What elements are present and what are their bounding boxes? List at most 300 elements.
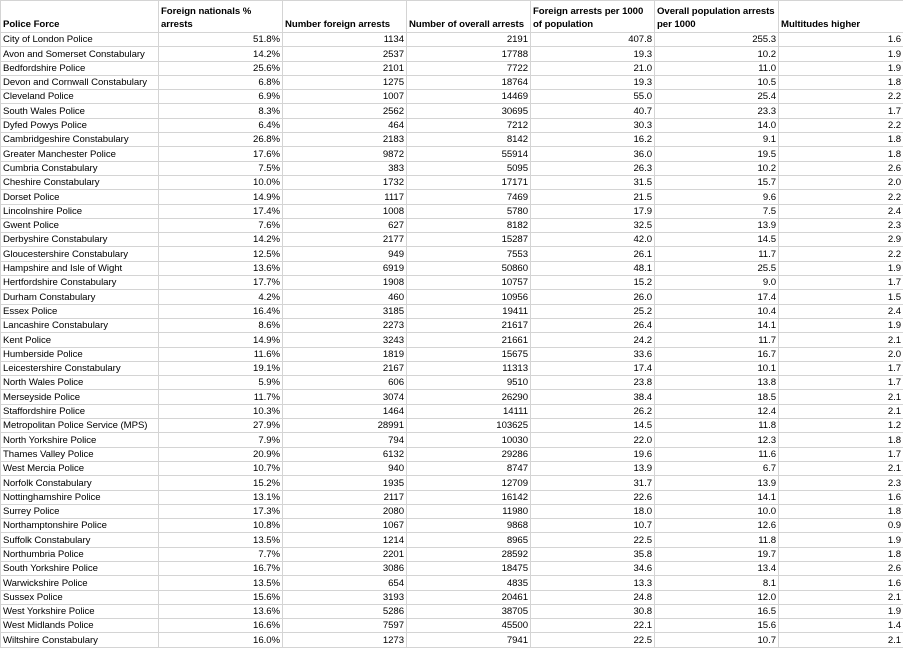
overall-per-1000-cell[interactable]: 19.5 <box>655 147 779 161</box>
overall-per-1000-cell[interactable]: 16.5 <box>655 604 779 618</box>
foreign-pct-cell[interactable]: 17.6% <box>159 147 283 161</box>
foreign-pct-cell[interactable]: 13.6% <box>159 261 283 275</box>
foreign-per-1000-cell[interactable]: 14.5 <box>531 419 655 433</box>
foreign-per-1000-cell[interactable]: 31.5 <box>531 175 655 189</box>
police-force-cell[interactable]: Northumbria Police <box>1 547 159 561</box>
multitudes-higher-cell[interactable]: 2.2 <box>779 190 903 204</box>
overall-per-1000-cell[interactable]: 14.5 <box>655 233 779 247</box>
foreign-arrests-cell[interactable]: 1117 <box>283 190 407 204</box>
overall-arrests-cell[interactable]: 11980 <box>407 504 531 518</box>
overall-per-1000-cell[interactable]: 13.8 <box>655 376 779 390</box>
foreign-per-1000-cell[interactable]: 30.8 <box>531 604 655 618</box>
foreign-arrests-cell[interactable]: 460 <box>283 290 407 304</box>
overall-arrests-cell[interactable]: 9868 <box>407 519 531 533</box>
overall-per-1000-cell[interactable]: 11.8 <box>655 533 779 547</box>
foreign-pct-cell[interactable]: 25.6% <box>159 61 283 75</box>
foreign-per-1000-cell[interactable]: 21.5 <box>531 190 655 204</box>
foreign-per-1000-cell[interactable]: 19.6 <box>531 447 655 461</box>
police-force-cell[interactable]: Cumbria Constabulary <box>1 161 159 175</box>
foreign-pct-cell[interactable]: 16.7% <box>159 561 283 575</box>
foreign-pct-cell[interactable]: 5.9% <box>159 376 283 390</box>
foreign-pct-cell[interactable]: 10.8% <box>159 519 283 533</box>
multitudes-higher-cell[interactable]: 2.1 <box>779 404 903 418</box>
foreign-arrests-cell[interactable]: 606 <box>283 376 407 390</box>
foreign-pct-cell[interactable]: 17.7% <box>159 276 283 290</box>
multitudes-higher-cell[interactable]: 1.9 <box>779 604 903 618</box>
overall-arrests-cell[interactable]: 8965 <box>407 533 531 547</box>
foreign-arrests-cell[interactable]: 6132 <box>283 447 407 461</box>
multitudes-higher-cell[interactable]: 1.9 <box>779 318 903 332</box>
foreign-arrests-cell[interactable]: 2562 <box>283 104 407 118</box>
foreign-per-1000-cell[interactable]: 22.6 <box>531 490 655 504</box>
foreign-pct-cell[interactable]: 15.6% <box>159 590 283 604</box>
foreign-per-1000-cell[interactable]: 40.7 <box>531 104 655 118</box>
overall-per-1000-cell[interactable]: 12.6 <box>655 519 779 533</box>
foreign-per-1000-cell[interactable]: 55.0 <box>531 90 655 104</box>
foreign-pct-cell[interactable]: 7.7% <box>159 547 283 561</box>
foreign-per-1000-cell[interactable]: 22.5 <box>531 533 655 547</box>
multitudes-higher-cell[interactable]: 2.1 <box>779 590 903 604</box>
overall-arrests-cell[interactable]: 19411 <box>407 304 531 318</box>
overall-per-1000-cell[interactable]: 17.4 <box>655 290 779 304</box>
overall-arrests-cell[interactable]: 10956 <box>407 290 531 304</box>
foreign-pct-cell[interactable]: 13.6% <box>159 604 283 618</box>
foreign-pct-cell[interactable]: 6.8% <box>159 75 283 89</box>
foreign-pct-cell[interactable]: 13.1% <box>159 490 283 504</box>
overall-per-1000-cell[interactable]: 11.0 <box>655 61 779 75</box>
foreign-arrests-cell[interactable]: 3243 <box>283 333 407 347</box>
overall-per-1000-cell[interactable]: 14.1 <box>655 490 779 504</box>
overall-per-1000-cell[interactable]: 14.0 <box>655 118 779 132</box>
overall-arrests-cell[interactable]: 15675 <box>407 347 531 361</box>
police-force-cell[interactable]: Nottinghamshire Police <box>1 490 159 504</box>
multitudes-higher-cell[interactable]: 2.4 <box>779 304 903 318</box>
police-force-cell[interactable]: Derbyshire Constabulary <box>1 233 159 247</box>
overall-per-1000-cell[interactable]: 13.4 <box>655 561 779 575</box>
multitudes-higher-cell[interactable]: 1.6 <box>779 33 903 47</box>
overall-arrests-cell[interactable]: 10757 <box>407 276 531 290</box>
multitudes-higher-cell[interactable]: 1.2 <box>779 419 903 433</box>
multitudes-higher-cell[interactable]: 1.7 <box>779 276 903 290</box>
foreign-pct-cell[interactable]: 10.0% <box>159 175 283 189</box>
foreign-per-1000-cell[interactable]: 17.4 <box>531 361 655 375</box>
police-force-cell[interactable]: Sussex Police <box>1 590 159 604</box>
foreign-arrests-cell[interactable]: 794 <box>283 433 407 447</box>
header-multitudes-higher[interactable]: Multitudes higher <box>779 1 903 33</box>
foreign-per-1000-cell[interactable]: 26.1 <box>531 247 655 261</box>
foreign-arrests-cell[interactable]: 3074 <box>283 390 407 404</box>
foreign-arrests-cell[interactable]: 1275 <box>283 75 407 89</box>
police-force-cell[interactable]: Kent Police <box>1 333 159 347</box>
foreign-per-1000-cell[interactable]: 24.2 <box>531 333 655 347</box>
overall-per-1000-cell[interactable]: 255.3 <box>655 33 779 47</box>
police-force-cell[interactable]: Greater Manchester Police <box>1 147 159 161</box>
police-force-cell[interactable]: Dorset Police <box>1 190 159 204</box>
overall-arrests-cell[interactable]: 103625 <box>407 419 531 433</box>
overall-arrests-cell[interactable]: 55914 <box>407 147 531 161</box>
multitudes-higher-cell[interactable]: 1.7 <box>779 376 903 390</box>
foreign-per-1000-cell[interactable]: 15.2 <box>531 276 655 290</box>
foreign-arrests-cell[interactable]: 1008 <box>283 204 407 218</box>
foreign-pct-cell[interactable]: 7.5% <box>159 161 283 175</box>
multitudes-higher-cell[interactable]: 1.8 <box>779 75 903 89</box>
foreign-pct-cell[interactable]: 17.3% <box>159 504 283 518</box>
multitudes-higher-cell[interactable]: 0.9 <box>779 519 903 533</box>
overall-per-1000-cell[interactable]: 10.7 <box>655 633 779 647</box>
foreign-arrests-cell[interactable]: 949 <box>283 247 407 261</box>
foreign-per-1000-cell[interactable]: 16.2 <box>531 133 655 147</box>
police-force-cell[interactable]: Metropolitan Police Service (MPS) <box>1 419 159 433</box>
overall-arrests-cell[interactable]: 17788 <box>407 47 531 61</box>
foreign-pct-cell[interactable]: 11.6% <box>159 347 283 361</box>
police-force-cell[interactable]: Warwickshire Police <box>1 576 159 590</box>
foreign-per-1000-cell[interactable]: 19.3 <box>531 47 655 61</box>
overall-arrests-cell[interactable]: 8142 <box>407 133 531 147</box>
foreign-per-1000-cell[interactable]: 18.0 <box>531 504 655 518</box>
multitudes-higher-cell[interactable]: 1.7 <box>779 447 903 461</box>
overall-per-1000-cell[interactable]: 25.4 <box>655 90 779 104</box>
police-force-cell[interactable]: Hertfordshire Constabulary <box>1 276 159 290</box>
police-force-cell[interactable]: West Midlands Police <box>1 619 159 633</box>
foreign-arrests-cell[interactable]: 1908 <box>283 276 407 290</box>
header-overall-per-1000[interactable]: Overall population arrests per 1000 <box>655 1 779 33</box>
header-foreign-arrests[interactable]: Number foreign arrests <box>283 1 407 33</box>
overall-per-1000-cell[interactable]: 15.6 <box>655 619 779 633</box>
foreign-per-1000-cell[interactable]: 26.3 <box>531 161 655 175</box>
foreign-pct-cell[interactable]: 19.1% <box>159 361 283 375</box>
police-force-cell[interactable]: South Wales Police <box>1 104 159 118</box>
police-force-cell[interactable]: Cheshire Constabulary <box>1 175 159 189</box>
overall-arrests-cell[interactable]: 5780 <box>407 204 531 218</box>
foreign-per-1000-cell[interactable]: 31.7 <box>531 476 655 490</box>
police-force-cell[interactable]: West Yorkshire Police <box>1 604 159 618</box>
multitudes-higher-cell[interactable]: 1.9 <box>779 47 903 61</box>
multitudes-higher-cell[interactable]: 2.4 <box>779 204 903 218</box>
police-force-cell[interactable]: Durham Constabulary <box>1 290 159 304</box>
foreign-arrests-cell[interactable]: 1732 <box>283 175 407 189</box>
police-force-cell[interactable]: Gloucestershire Constabulary <box>1 247 159 261</box>
foreign-arrests-cell[interactable]: 1214 <box>283 533 407 547</box>
foreign-pct-cell[interactable]: 6.9% <box>159 90 283 104</box>
foreign-pct-cell[interactable]: 4.2% <box>159 290 283 304</box>
overall-arrests-cell[interactable]: 14111 <box>407 404 531 418</box>
overall-arrests-cell[interactable]: 26290 <box>407 390 531 404</box>
overall-per-1000-cell[interactable]: 14.1 <box>655 318 779 332</box>
foreign-arrests-cell[interactable]: 2101 <box>283 61 407 75</box>
overall-per-1000-cell[interactable]: 10.1 <box>655 361 779 375</box>
foreign-per-1000-cell[interactable]: 13.9 <box>531 461 655 475</box>
overall-arrests-cell[interactable]: 50860 <box>407 261 531 275</box>
overall-arrests-cell[interactable]: 16142 <box>407 490 531 504</box>
police-force-cell[interactable]: Dyfed Powys Police <box>1 118 159 132</box>
foreign-arrests-cell[interactable]: 654 <box>283 576 407 590</box>
overall-per-1000-cell[interactable]: 18.5 <box>655 390 779 404</box>
foreign-per-1000-cell[interactable]: 38.4 <box>531 390 655 404</box>
foreign-arrests-cell[interactable]: 1067 <box>283 519 407 533</box>
overall-arrests-cell[interactable]: 5095 <box>407 161 531 175</box>
overall-arrests-cell[interactable]: 28592 <box>407 547 531 561</box>
foreign-arrests-cell[interactable]: 5286 <box>283 604 407 618</box>
multitudes-higher-cell[interactable]: 1.8 <box>779 147 903 161</box>
police-force-cell[interactable]: Norfolk Constabulary <box>1 476 159 490</box>
multitudes-higher-cell[interactable]: 1.8 <box>779 504 903 518</box>
foreign-arrests-cell[interactable]: 464 <box>283 118 407 132</box>
foreign-pct-cell[interactable]: 17.4% <box>159 204 283 218</box>
foreign-arrests-cell[interactable]: 3193 <box>283 590 407 604</box>
overall-arrests-cell[interactable]: 4835 <box>407 576 531 590</box>
foreign-arrests-cell[interactable]: 1273 <box>283 633 407 647</box>
police-force-cell[interactable]: Gwent Police <box>1 218 159 232</box>
police-force-cell[interactable]: Staffordshire Police <box>1 404 159 418</box>
foreign-pct-cell[interactable]: 6.4% <box>159 118 283 132</box>
foreign-per-1000-cell[interactable]: 42.0 <box>531 233 655 247</box>
foreign-arrests-cell[interactable]: 9872 <box>283 147 407 161</box>
foreign-arrests-cell[interactable]: 1134 <box>283 33 407 47</box>
overall-per-1000-cell[interactable]: 13.9 <box>655 476 779 490</box>
police-force-cell[interactable]: Cambridgeshire Constabulary <box>1 133 159 147</box>
foreign-per-1000-cell[interactable]: 34.6 <box>531 561 655 575</box>
foreign-per-1000-cell[interactable]: 21.0 <box>531 61 655 75</box>
multitudes-higher-cell[interactable]: 2.2 <box>779 247 903 261</box>
foreign-pct-cell[interactable]: 13.5% <box>159 576 283 590</box>
foreign-pct-cell[interactable]: 14.9% <box>159 333 283 347</box>
foreign-per-1000-cell[interactable]: 32.5 <box>531 218 655 232</box>
foreign-pct-cell[interactable]: 8.3% <box>159 104 283 118</box>
overall-arrests-cell[interactable]: 7941 <box>407 633 531 647</box>
multitudes-higher-cell[interactable]: 1.7 <box>779 104 903 118</box>
foreign-arrests-cell[interactable]: 627 <box>283 218 407 232</box>
overall-per-1000-cell[interactable]: 15.7 <box>655 175 779 189</box>
overall-arrests-cell[interactable]: 21661 <box>407 333 531 347</box>
overall-arrests-cell[interactable]: 7469 <box>407 190 531 204</box>
foreign-arrests-cell[interactable]: 3185 <box>283 304 407 318</box>
multitudes-higher-cell[interactable]: 2.3 <box>779 218 903 232</box>
overall-per-1000-cell[interactable]: 10.2 <box>655 161 779 175</box>
foreign-per-1000-cell[interactable]: 26.0 <box>531 290 655 304</box>
police-force-cell[interactable]: Thames Valley Police <box>1 447 159 461</box>
foreign-per-1000-cell[interactable]: 35.8 <box>531 547 655 561</box>
foreign-pct-cell[interactable]: 8.6% <box>159 318 283 332</box>
foreign-arrests-cell[interactable]: 940 <box>283 461 407 475</box>
multitudes-higher-cell[interactable]: 2.6 <box>779 161 903 175</box>
overall-arrests-cell[interactable]: 20461 <box>407 590 531 604</box>
foreign-arrests-cell[interactable]: 1464 <box>283 404 407 418</box>
overall-per-1000-cell[interactable]: 16.7 <box>655 347 779 361</box>
multitudes-higher-cell[interactable]: 2.0 <box>779 347 903 361</box>
police-force-cell[interactable]: Northamptonshire Police <box>1 519 159 533</box>
foreign-per-1000-cell[interactable]: 25.2 <box>531 304 655 318</box>
foreign-per-1000-cell[interactable]: 17.9 <box>531 204 655 218</box>
overall-per-1000-cell[interactable]: 9.0 <box>655 276 779 290</box>
foreign-pct-cell[interactable]: 14.9% <box>159 190 283 204</box>
foreign-per-1000-cell[interactable]: 48.1 <box>531 261 655 275</box>
multitudes-higher-cell[interactable]: 1.8 <box>779 547 903 561</box>
foreign-pct-cell[interactable]: 13.5% <box>159 533 283 547</box>
foreign-arrests-cell[interactable]: 1935 <box>283 476 407 490</box>
overall-arrests-cell[interactable]: 10030 <box>407 433 531 447</box>
foreign-per-1000-cell[interactable]: 22.0 <box>531 433 655 447</box>
foreign-pct-cell[interactable]: 10.7% <box>159 461 283 475</box>
foreign-per-1000-cell[interactable]: 26.4 <box>531 318 655 332</box>
police-force-cell[interactable]: Devon and Cornwall Constabulary <box>1 75 159 89</box>
overall-arrests-cell[interactable]: 12709 <box>407 476 531 490</box>
foreign-arrests-cell[interactable]: 2201 <box>283 547 407 561</box>
overall-arrests-cell[interactable]: 29286 <box>407 447 531 461</box>
foreign-pct-cell[interactable]: 12.5% <box>159 247 283 261</box>
police-force-cell[interactable]: Lancashire Constabulary <box>1 318 159 332</box>
police-force-cell[interactable]: Wiltshire Constabulary <box>1 633 159 647</box>
foreign-pct-cell[interactable]: 51.8% <box>159 33 283 47</box>
overall-arrests-cell[interactable]: 7553 <box>407 247 531 261</box>
overall-per-1000-cell[interactable]: 12.4 <box>655 404 779 418</box>
foreign-arrests-cell[interactable]: 6919 <box>283 261 407 275</box>
police-force-cell[interactable]: City of London Police <box>1 33 159 47</box>
overall-per-1000-cell[interactable]: 19.7 <box>655 547 779 561</box>
foreign-arrests-cell[interactable]: 2183 <box>283 133 407 147</box>
police-force-cell[interactable]: Leicestershire Constabulary <box>1 361 159 375</box>
foreign-pct-cell[interactable]: 11.7% <box>159 390 283 404</box>
foreign-pct-cell[interactable]: 7.6% <box>159 218 283 232</box>
overall-arrests-cell[interactable]: 7212 <box>407 118 531 132</box>
overall-arrests-cell[interactable]: 7722 <box>407 61 531 75</box>
overall-per-1000-cell[interactable]: 13.9 <box>655 218 779 232</box>
overall-per-1000-cell[interactable]: 25.5 <box>655 261 779 275</box>
overall-per-1000-cell[interactable]: 9.6 <box>655 190 779 204</box>
multitudes-higher-cell[interactable]: 2.2 <box>779 90 903 104</box>
overall-per-1000-cell[interactable]: 11.7 <box>655 333 779 347</box>
overall-per-1000-cell[interactable]: 10.2 <box>655 47 779 61</box>
police-force-cell[interactable]: North Wales Police <box>1 376 159 390</box>
multitudes-higher-cell[interactable]: 2.3 <box>779 476 903 490</box>
police-force-cell[interactable]: Suffolk Constabulary <box>1 533 159 547</box>
overall-per-1000-cell[interactable]: 23.3 <box>655 104 779 118</box>
multitudes-higher-cell[interactable]: 1.9 <box>779 533 903 547</box>
multitudes-higher-cell[interactable]: 1.8 <box>779 433 903 447</box>
overall-per-1000-cell[interactable]: 10.0 <box>655 504 779 518</box>
multitudes-higher-cell[interactable]: 2.9 <box>779 233 903 247</box>
foreign-per-1000-cell[interactable]: 30.3 <box>531 118 655 132</box>
police-force-cell[interactable]: Surrey Police <box>1 504 159 518</box>
foreign-per-1000-cell[interactable]: 19.3 <box>531 75 655 89</box>
header-foreign-per-1000[interactable]: Foreign arrests per 1000 of population <box>531 1 655 33</box>
multitudes-higher-cell[interactable]: 2.1 <box>779 390 903 404</box>
multitudes-higher-cell[interactable]: 2.1 <box>779 333 903 347</box>
foreign-arrests-cell[interactable]: 1819 <box>283 347 407 361</box>
multitudes-higher-cell[interactable]: 2.0 <box>779 175 903 189</box>
overall-per-1000-cell[interactable]: 12.3 <box>655 433 779 447</box>
foreign-per-1000-cell[interactable]: 33.6 <box>531 347 655 361</box>
multitudes-higher-cell[interactable]: 2.1 <box>779 461 903 475</box>
foreign-arrests-cell[interactable]: 2273 <box>283 318 407 332</box>
foreign-per-1000-cell[interactable]: 13.3 <box>531 576 655 590</box>
multitudes-higher-cell[interactable]: 1.4 <box>779 619 903 633</box>
police-force-cell[interactable]: Cleveland Police <box>1 90 159 104</box>
overall-arrests-cell[interactable]: 2191 <box>407 33 531 47</box>
foreign-pct-cell[interactable]: 16.6% <box>159 619 283 633</box>
multitudes-higher-cell[interactable]: 1.8 <box>779 133 903 147</box>
overall-arrests-cell[interactable]: 8747 <box>407 461 531 475</box>
multitudes-higher-cell[interactable]: 1.9 <box>779 261 903 275</box>
multitudes-higher-cell[interactable]: 1.6 <box>779 576 903 590</box>
overall-arrests-cell[interactable]: 18764 <box>407 75 531 89</box>
foreign-per-1000-cell[interactable]: 24.8 <box>531 590 655 604</box>
overall-per-1000-cell[interactable]: 8.1 <box>655 576 779 590</box>
foreign-pct-cell[interactable]: 14.2% <box>159 233 283 247</box>
overall-per-1000-cell[interactable]: 10.5 <box>655 75 779 89</box>
overall-arrests-cell[interactable]: 15287 <box>407 233 531 247</box>
foreign-arrests-cell[interactable]: 383 <box>283 161 407 175</box>
overall-arrests-cell[interactable]: 11313 <box>407 361 531 375</box>
overall-per-1000-cell[interactable]: 11.7 <box>655 247 779 261</box>
foreign-per-1000-cell[interactable]: 36.0 <box>531 147 655 161</box>
police-force-cell[interactable]: West Mercia Police <box>1 461 159 475</box>
foreign-per-1000-cell[interactable]: 26.2 <box>531 404 655 418</box>
foreign-arrests-cell[interactable]: 2537 <box>283 47 407 61</box>
foreign-pct-cell[interactable]: 26.8% <box>159 133 283 147</box>
foreign-pct-cell[interactable]: 10.3% <box>159 404 283 418</box>
foreign-arrests-cell[interactable]: 28991 <box>283 419 407 433</box>
multitudes-higher-cell[interactable]: 2.6 <box>779 561 903 575</box>
multitudes-higher-cell[interactable]: 1.9 <box>779 61 903 75</box>
foreign-pct-cell[interactable]: 16.4% <box>159 304 283 318</box>
overall-arrests-cell[interactable]: 21617 <box>407 318 531 332</box>
overall-arrests-cell[interactable]: 18475 <box>407 561 531 575</box>
overall-per-1000-cell[interactable]: 9.1 <box>655 133 779 147</box>
overall-arrests-cell[interactable]: 30695 <box>407 104 531 118</box>
foreign-pct-cell[interactable]: 14.2% <box>159 47 283 61</box>
police-force-cell[interactable]: Humberside Police <box>1 347 159 361</box>
foreign-pct-cell[interactable]: 16.0% <box>159 633 283 647</box>
police-force-cell[interactable]: Hampshire and Isle of Wight <box>1 261 159 275</box>
foreign-arrests-cell[interactable]: 3086 <box>283 561 407 575</box>
multitudes-higher-cell[interactable]: 1.7 <box>779 361 903 375</box>
foreign-pct-cell[interactable]: 20.9% <box>159 447 283 461</box>
foreign-pct-cell[interactable]: 27.9% <box>159 419 283 433</box>
multitudes-higher-cell[interactable]: 2.1 <box>779 633 903 647</box>
overall-per-1000-cell[interactable]: 11.6 <box>655 447 779 461</box>
multitudes-higher-cell[interactable]: 1.6 <box>779 490 903 504</box>
overall-per-1000-cell[interactable]: 11.8 <box>655 419 779 433</box>
overall-arrests-cell[interactable]: 8182 <box>407 218 531 232</box>
foreign-arrests-cell[interactable]: 2167 <box>283 361 407 375</box>
header-police-force[interactable]: Police Force <box>1 1 159 33</box>
header-overall-arrests[interactable]: Number of overall arrests <box>407 1 531 33</box>
foreign-per-1000-cell[interactable]: 23.8 <box>531 376 655 390</box>
foreign-pct-cell[interactable]: 15.2% <box>159 476 283 490</box>
overall-arrests-cell[interactable]: 45500 <box>407 619 531 633</box>
foreign-pct-cell[interactable]: 7.9% <box>159 433 283 447</box>
foreign-per-1000-cell[interactable]: 22.5 <box>531 633 655 647</box>
foreign-arrests-cell[interactable]: 2080 <box>283 504 407 518</box>
police-force-cell[interactable]: Essex Police <box>1 304 159 318</box>
overall-per-1000-cell[interactable]: 6.7 <box>655 461 779 475</box>
multitudes-higher-cell[interactable]: 1.5 <box>779 290 903 304</box>
overall-per-1000-cell[interactable]: 7.5 <box>655 204 779 218</box>
overall-arrests-cell[interactable]: 17171 <box>407 175 531 189</box>
foreign-arrests-cell[interactable]: 2177 <box>283 233 407 247</box>
foreign-per-1000-cell[interactable]: 22.1 <box>531 619 655 633</box>
police-force-cell[interactable]: South Yorkshire Police <box>1 561 159 575</box>
police-force-cell[interactable]: Merseyside Police <box>1 390 159 404</box>
foreign-per-1000-cell[interactable]: 407.8 <box>531 33 655 47</box>
foreign-arrests-cell[interactable]: 2117 <box>283 490 407 504</box>
police-force-cell[interactable]: North Yorkshire Police <box>1 433 159 447</box>
overall-arrests-cell[interactable]: 14469 <box>407 90 531 104</box>
foreign-arrests-cell[interactable]: 1007 <box>283 90 407 104</box>
overall-per-1000-cell[interactable]: 12.0 <box>655 590 779 604</box>
foreign-per-1000-cell[interactable]: 10.7 <box>531 519 655 533</box>
foreign-arrests-cell[interactable]: 7597 <box>283 619 407 633</box>
